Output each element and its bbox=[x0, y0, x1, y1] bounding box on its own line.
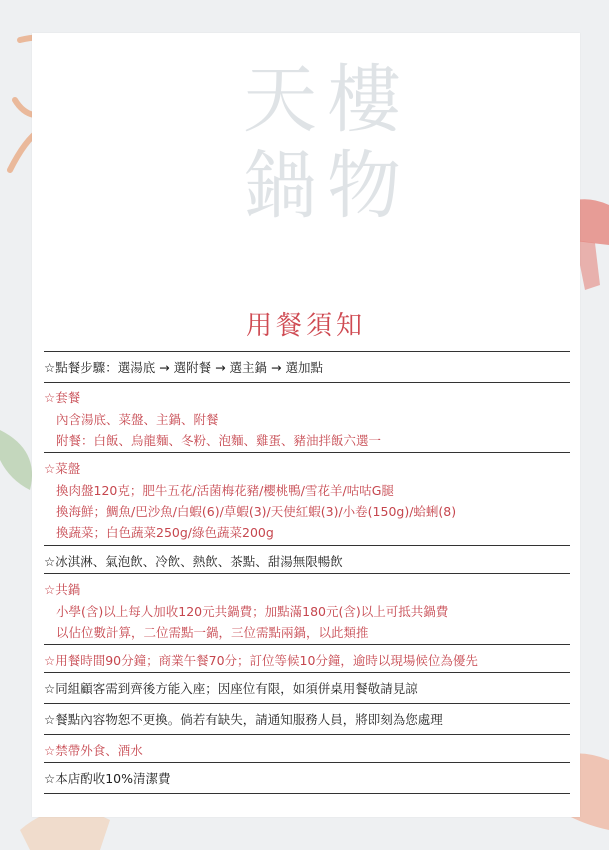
ordering-steps-section bbox=[44, 351, 570, 383]
section-heading: ☆本店酌收10%清潔費 bbox=[44, 771, 171, 786]
section-line: 附餐：白飯、烏龍麵、冬粉、泡麵、雞蛋、豬油拌飯六選一 bbox=[56, 433, 382, 448]
seating-section bbox=[44, 673, 570, 704]
section-heading: ☆同組顧客需到齊後方能入座；因座位有限，如須併桌用餐敬請見諒 bbox=[44, 681, 418, 696]
store-name-watermark bbox=[222, 57, 422, 293]
section-line: 內含湯底、菜盤、主鍋、附餐 bbox=[56, 412, 219, 427]
section-line: 以佔位數計算，二位需點一鍋，三位需點兩鍋，以此類推 bbox=[56, 625, 369, 640]
section-heading: ☆用餐時間90分鐘；商業午餐70分；訂位等候10分鐘，逾時以現場候位為優先 bbox=[44, 653, 478, 668]
page-title: 用餐須知 bbox=[245, 311, 366, 341]
section-heading: ☆餐點內容物恕不更換。倘若有缺失，請通知服務人員，將即刻為您處理 bbox=[44, 712, 443, 727]
section-heading: ☆套餐 bbox=[44, 390, 81, 405]
free-drinks-section bbox=[44, 546, 570, 574]
shared-pot-section bbox=[44, 574, 570, 645]
section-line: 換蔬菜；白色蔬菜250g/綠色蔬菜200g bbox=[56, 525, 274, 540]
watermark-char: 樓 bbox=[327, 57, 401, 143]
no-substitution-section bbox=[44, 704, 570, 735]
section-line: 換肉盤120克；肥牛五花/活菌梅花豬/櫻桃鴨/雪花羊/咕咕G腿 bbox=[56, 483, 394, 498]
section-heading: ☆點餐步驟：選湯底 → 選附餐 → 選主鍋 → 選加點 bbox=[44, 360, 323, 375]
watermark-char: 物 bbox=[327, 143, 401, 229]
section-line: 換海鮮；鯛魚/巴沙魚/白蝦(6)/草蝦(3)/天使紅蝦(3)/小卷(150g)/蛤蜊(8) bbox=[56, 504, 457, 519]
section-line: 小學(含)以上每人加收120元共鍋費；加點滿180元(含)以上可抵共鍋費 bbox=[56, 604, 449, 619]
section-heading: ☆菜盤 bbox=[44, 461, 81, 476]
section-heading: ☆共鍋 bbox=[44, 582, 81, 597]
dining-time-section bbox=[44, 645, 570, 673]
notice-card bbox=[32, 33, 580, 817]
no-outside-food-section bbox=[44, 735, 570, 763]
service-charge-section bbox=[44, 763, 570, 794]
set-meal-section bbox=[44, 382, 570, 453]
watermark-char: 鍋 bbox=[243, 143, 317, 229]
watermark-char: 天 bbox=[243, 57, 317, 143]
vegetable-plate-section bbox=[44, 453, 570, 546]
section-heading: ☆禁帶外食、酒水 bbox=[44, 743, 143, 758]
section-heading: ☆冰淇淋、氣泡飲、冷飲、熱飲、茶點、甜湯無限暢飲 bbox=[44, 554, 343, 569]
